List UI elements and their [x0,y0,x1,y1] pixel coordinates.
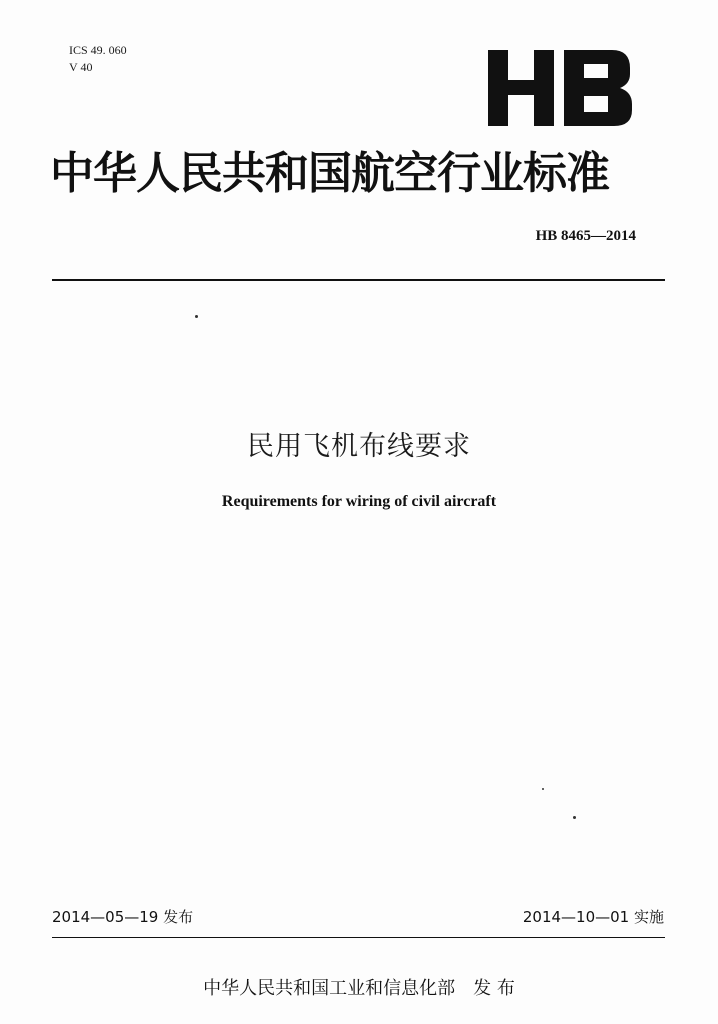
issue-date: 2014—05—19 发布 [52,908,194,926]
classification-codes [69,42,127,76]
standard-number: HB 8465—2014 [535,228,636,244]
document-title-english: Requirements for wiring of civil aircraft [221,493,497,510]
scan-speck [573,816,576,819]
main-title: 中华人民共和国航空行业标准 [50,148,609,199]
issuer-line [0,974,718,1000]
hb-logo [488,50,632,126]
category-code: V 40 [69,60,93,74]
issuer-action: 发 布 [473,978,515,999]
effective-date: 2014—10—01 实施 [522,908,664,926]
top-divider [52,279,665,281]
bottom-divider [52,937,665,938]
document-title-chinese: 民用飞机布线要求 [247,431,471,462]
ics-code: ICS 49. 060 [69,43,127,57]
scan-speck [542,788,544,790]
scan-speck [195,315,198,318]
issuer-name: 中华人民共和国工业和信息化部 [203,978,456,999]
